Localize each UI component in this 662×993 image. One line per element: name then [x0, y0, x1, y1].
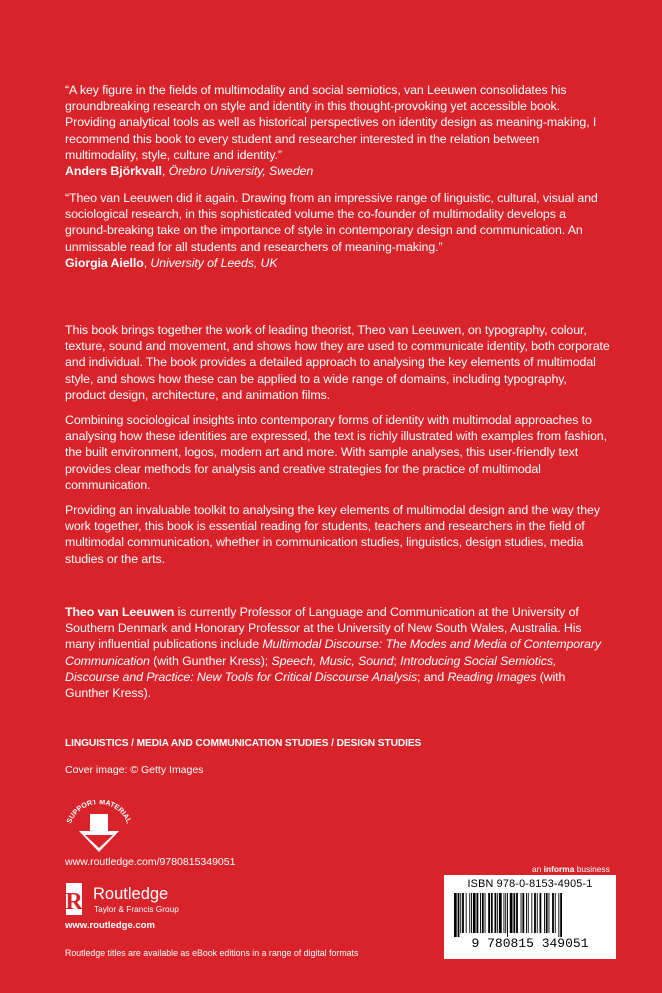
- publisher-name: Routledge: [93, 885, 169, 903]
- endorser-affiliation: University of Leeds, UK: [150, 255, 278, 270]
- isbn-barcode: [444, 875, 616, 959]
- author-name: Theo van Leeuwen: [65, 605, 175, 619]
- support-material-label: SUPPORT MATERIAL: [64, 800, 134, 825]
- endorser-affiliation: Örebro University, Sweden: [168, 164, 314, 179]
- bio-text: (with Gunther Kress).: [65, 669, 566, 701]
- download-arrow-icon: [90, 814, 108, 831]
- publisher-url[interactable]: www.routledge.com: [65, 920, 155, 931]
- endorsement-2: [65, 190, 610, 271]
- routledge-logo: [65, 880, 215, 920]
- bio-text: ;: [393, 653, 401, 668]
- description-paragraph-3: Providing an invaluable toolkit to analysing the key elements of multimodal design and the way they work together, this book is essential reading for students, teachers and researchers in the field of multimodal communication, whether in communication studies, linguistics, design studies, media studies or the arts.: [65, 503, 600, 566]
- book-description: [65, 322, 610, 567]
- endorsement-attribution: Giorgia Aiello, University of Leeds, UK: [65, 255, 278, 270]
- book-title: Reading Images: [447, 669, 537, 684]
- informa-brand: informa: [543, 864, 575, 874]
- cover-credit: Cover image: © Getty Images: [65, 764, 204, 776]
- endorsement-quote: “A key figure in the fields of multimodality and social semiotics, van Leeuwen consolidates his groundbreaking research on style and identity in this thought-provoking yet accessible book. Providing analytical tools as well as historical perspectives on identity design as meaning-making, I recommend this book to every student and researcher interested in the relation between multimodality, style, culture and identity.”: [65, 83, 597, 162]
- informa-business: an informa business: [532, 864, 610, 874]
- endorsement-1: [65, 82, 610, 179]
- publisher-group: Taylor & Francis Group: [94, 904, 179, 914]
- author-bio: [65, 604, 610, 701]
- book-title: Speech, Music, Sound: [271, 653, 394, 668]
- isbn-label: ISBN 978-0-8153-4905-1: [467, 878, 593, 890]
- isbn-digits: 9 780815 349051: [471, 936, 589, 951]
- companion-url[interactable]: www.routledge.com/9780815349051: [65, 856, 236, 868]
- endorsement-quote: “Theo van Leeuwen did it again. Drawing from an impressive range of linguistic, cultural, visual and sociological research, in this sophisticated volume the co-founder of multimodality develops a ground-breaking take on the importance of style in contemporary design and communication. An unmissable read for all students and researchers of meaning-making.”: [65, 191, 598, 254]
- book-title: Multimodal Discourse: The Modes and Media of Contemporary Communication: [65, 637, 601, 668]
- endorsement-attribution: Anders Björkvall, Örebro University, Sweden: [65, 164, 314, 179]
- bio-text: (with Gunther Kress);: [149, 653, 272, 668]
- description-paragraph-2: Combining sociological insights into contemporary forms of identity with multimodal approaches to analysing how these identities are expressed, the text is richly illustrated with examples from fashion, the built environment, logos, modern art and more. With sample analyses, this user-friendly text provides clear methods for analysis and creative strategies for the practice of multimodal communication.: [65, 413, 607, 492]
- support-material-badge: [63, 800, 135, 858]
- description-paragraph-1: This book brings together the work of leading theorist, Theo van Leeuwen, on typography, colour, texture, sound and movement, and shows how they are used to communicate identity, both corporate and individual. The book provides a detailed approach to analysing the key elements of multimodal style, and shows how these can be applied to a wide range of domains, including typography, product design, architecture, and animation films.: [65, 323, 610, 402]
- bio-text: is currently Professor of Language and Communication at the University of Southern Denmark and Honorary Professor at the University of New South Wales, Australia. His many influential publications include: [65, 605, 582, 652]
- subject-categories: LINGUISTICS / MEDIA AND COMMUNICATION STUDIES / DESIGN STUDIES: [65, 738, 422, 749]
- svg-text:R: R: [65, 889, 83, 915]
- ebook-note: Routledge titles are available as eBook editions in a range of digital formats: [65, 948, 359, 958]
- bio-text: ; and: [417, 669, 448, 684]
- endorser-name: Giorgia Aiello: [65, 255, 144, 270]
- barcode-bars: [454, 893, 606, 937]
- book-title: Introducing Social Semiotics, Discourse and Practice: New Tools for Critical Discourse Analysis: [65, 653, 557, 684]
- endorser-name: Anders Björkvall: [65, 164, 162, 179]
